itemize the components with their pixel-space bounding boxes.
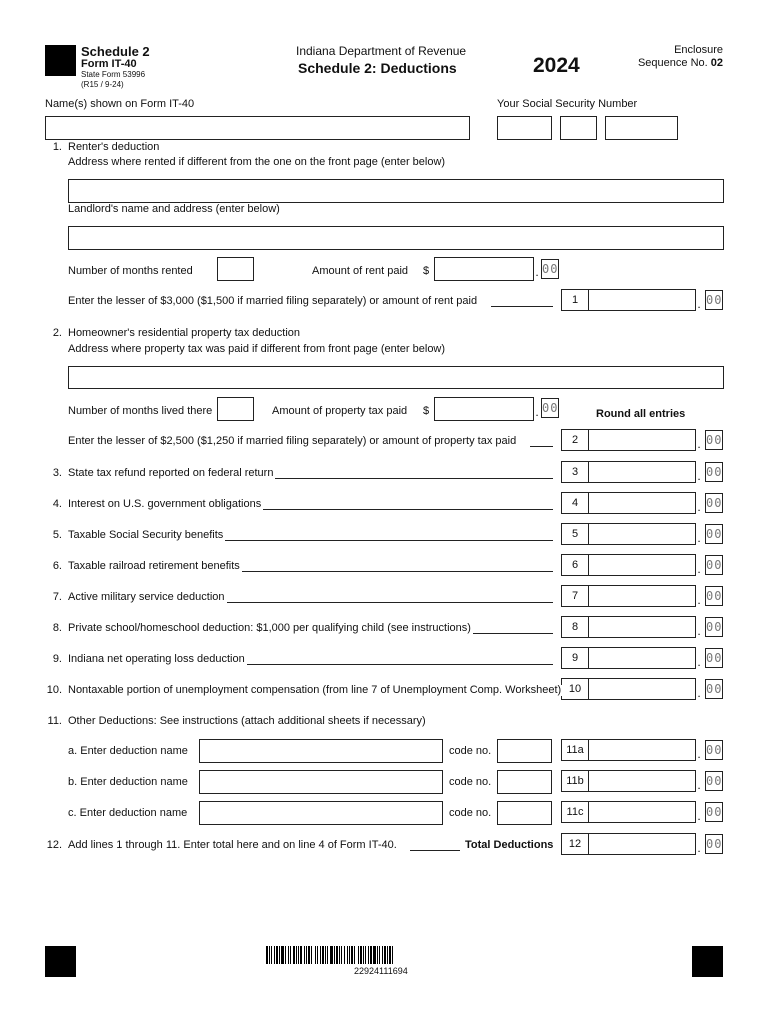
line-11a-cents: 00 [705, 740, 723, 760]
line-4-amount-input[interactable] [588, 492, 696, 514]
barcode-bar [354, 946, 355, 964]
line-10-amount-input[interactable] [588, 678, 696, 700]
line-11c-cents: 00 [705, 802, 723, 822]
barcode-bar [349, 946, 350, 964]
line-11a-label: a. Enter deduction name [68, 745, 188, 757]
barcode-bar [308, 946, 310, 964]
line-11c-code-label: code no. [449, 807, 492, 819]
line-2-address-prompt: Address where property tax was paid if different from front page (enter below) [68, 343, 446, 355]
line-11a-name-input[interactable] [199, 739, 443, 763]
barcode-bar [336, 946, 338, 964]
line-4-cents: 00 [705, 493, 723, 513]
landlord-input[interactable] [68, 226, 724, 250]
line-8-box: 8 [561, 616, 589, 638]
line-5-number: 5. [52, 529, 62, 541]
line-8-amount-input[interactable] [588, 616, 696, 638]
line-4-label: Interest on U.S. government obligations [68, 498, 262, 510]
barcode-bar [317, 946, 318, 964]
barcode-bar [368, 946, 369, 964]
property-tax-dollar-sign: $ [423, 405, 430, 417]
barcode-bar [330, 946, 333, 964]
line-3-cents: 00 [705, 462, 723, 482]
barcode-bar [290, 946, 291, 964]
line-10-decimal-point: . [697, 686, 701, 700]
property-tax-decimal-point: . [535, 405, 539, 419]
months-rented-input[interactable] [217, 257, 254, 281]
barcode-bar [269, 946, 270, 964]
line-9-amount-input[interactable] [588, 647, 696, 669]
state-form-number: State Form 53996 [81, 70, 146, 79]
line-11c-decimal-point: . [697, 809, 701, 823]
line-6-cents: 00 [705, 555, 723, 575]
barcode-bar [266, 946, 268, 964]
line-11b-code-label: code no. [449, 776, 492, 788]
ssn-input-part3[interactable] [605, 116, 678, 140]
line-2-amount-input[interactable] [588, 429, 696, 451]
line-11c-label: c. Enter deduction name [68, 807, 188, 819]
line-12-box: 12 [561, 833, 589, 855]
line-11b-amount-input[interactable] [588, 770, 696, 792]
sequence-number [638, 58, 723, 69]
line-11c-box: 11c [561, 801, 589, 823]
months-lived-input[interactable] [217, 397, 254, 421]
ssn-label: Your Social Security Number [497, 98, 638, 110]
line-7-amount-input[interactable] [588, 585, 696, 607]
line-4-box: 4 [561, 492, 589, 514]
line-12-decimal-point: . [697, 841, 701, 855]
barcode-bar [344, 946, 345, 964]
months-lived-label: Number of months lived there [68, 405, 213, 417]
line-11b-name-input[interactable] [199, 770, 443, 794]
line-2-decimal-point: . [697, 437, 701, 451]
line-2-lesser-label: Enter the lesser of $2,500 ($1,250 if married filing separately) or amount of property tax paid [68, 435, 517, 447]
barcode-bar [392, 946, 393, 964]
line-11b-box: 11b [561, 770, 589, 792]
schedule-title: Schedule 2 [81, 44, 150, 59]
line-8-decimal-point: . [697, 624, 701, 638]
line-10-box: 10 [561, 678, 589, 700]
rent-dollar-sign: $ [423, 265, 430, 277]
barcode-bar [281, 946, 284, 964]
barcode-bar [306, 946, 307, 964]
barcode-bar [370, 946, 372, 964]
line-3-number: 3. [52, 467, 62, 479]
line-2-title: Homeowner's residential property tax deduction [68, 327, 300, 339]
ssn-input-part2[interactable] [560, 116, 597, 140]
line-9-number: 9. [52, 653, 62, 665]
line-7-cents: 00 [705, 586, 723, 606]
months-rented-label: Number of months rented [68, 265, 193, 277]
property-address-input[interactable] [68, 366, 724, 389]
barcode-bar [347, 946, 348, 964]
sequence-value: 02 [710, 57, 723, 69]
barcode-bar [363, 946, 364, 964]
barcode-bar [285, 946, 286, 964]
line-1-lesser-label: Enter the lesser of $3,000 ($1,500 if married filing separately) or amount of rent paid [68, 295, 478, 307]
property-tax-cents: 00 [541, 398, 559, 418]
line-2-leader [530, 446, 553, 447]
barcode-bar [315, 946, 316, 964]
line-12-leader [410, 850, 460, 851]
form-title: Schedule 2: Deductions [298, 60, 457, 76]
barcode-bar [377, 946, 378, 964]
barcode-bar [365, 946, 366, 964]
line-6-box: 6 [561, 554, 589, 576]
line-5-box: 5 [561, 523, 589, 545]
barcode-bar [334, 946, 335, 964]
line-5-amount-input[interactable] [588, 523, 696, 545]
agency-name: Indiana Department of Revenue [296, 44, 467, 58]
line-12-number: 12. [46, 839, 62, 851]
line-4-decimal-point: . [697, 500, 701, 514]
barcode-bar [327, 946, 328, 964]
line-11b-code-input[interactable] [497, 770, 552, 794]
line-11c-code-input[interactable] [497, 801, 552, 825]
barcode-image [266, 946, 502, 964]
barcode-bar [296, 946, 297, 964]
line-12-cents: 00 [705, 834, 723, 854]
barcode-bar [382, 946, 383, 964]
rent-cents: 00 [541, 259, 559, 279]
line-1-number: 1. [52, 141, 62, 153]
line-1-address-prompt: Address where rented if different from the one on the front page (enter below) [68, 156, 446, 168]
line-11a-code-input[interactable] [497, 739, 552, 763]
line-1-decimal-point: . [697, 297, 701, 311]
line-6-number: 6. [52, 560, 62, 572]
line-3-box: 3 [561, 461, 589, 483]
line-11a-amount-input[interactable] [588, 739, 696, 761]
line-6-amount-input[interactable] [588, 554, 696, 576]
rent-paid-label: Amount of rent paid [312, 265, 409, 277]
line-3-amount-input[interactable] [588, 461, 696, 483]
rental-address-input[interactable] [68, 179, 724, 203]
barcode-bar [389, 946, 391, 964]
line-7-label: Active military service deduction [68, 591, 225, 603]
line-7-box: 7 [561, 585, 589, 607]
barcode-bar [288, 946, 289, 964]
registration-mark-bottom-left [45, 946, 76, 977]
barcode-bar [298, 946, 299, 964]
line-1-leader [491, 306, 553, 307]
property-tax-label: Amount of property tax paid [272, 405, 408, 417]
line-1-title: Renter's deduction [68, 141, 160, 153]
barcode-bar [384, 946, 386, 964]
barcode-bar [293, 946, 295, 964]
barcode-bar [387, 946, 388, 964]
line-12-amount-input[interactable] [588, 833, 696, 855]
line-1-cents: 00 [705, 290, 723, 310]
line-1-box: 1 [561, 289, 589, 311]
line-3-decimal-point: . [697, 469, 701, 483]
barcode-bar [325, 946, 326, 964]
line-11b-label: b. Enter deduction name [68, 776, 188, 788]
barcode-bar [276, 946, 278, 964]
line-9-decimal-point: . [697, 655, 701, 669]
barcode-bar [271, 946, 272, 964]
line-10-label: Nontaxable portion of unemployment compensation (from line 7 of Unemployment Comp. Worksheet) [68, 684, 562, 696]
line-1-amount-input[interactable] [588, 289, 696, 311]
barcode-bar [274, 946, 275, 964]
line-2-box: 2 [561, 429, 589, 451]
rent-paid-input[interactable] [434, 257, 534, 281]
line-11a-box: 11a [561, 739, 589, 761]
names-label: Name(s) shown on Form IT-40 [45, 98, 195, 110]
line-6-label: Taxable railroad retirement benefits [68, 560, 240, 572]
barcode-bar [358, 946, 359, 964]
line-5-label: Taxable Social Security benefits [68, 529, 224, 541]
line-11c-amount-input[interactable] [588, 801, 696, 823]
form-id: Form IT-40 [81, 58, 137, 70]
barcode-bar [300, 946, 302, 964]
line-8-label: Private school/homeschool deduction: $1,000 per qualifying child (see instructions) [68, 622, 471, 634]
rent-decimal-point: . [535, 265, 539, 279]
landlord-prompt: Landlord's name and address (enter below) [68, 203, 280, 215]
registration-mark-bottom-right [692, 946, 723, 977]
line-10-cents: 00 [705, 679, 723, 699]
tax-year: 2024 [533, 54, 580, 77]
line-8-number: 8. [52, 622, 62, 634]
line-8-cents: 00 [705, 617, 723, 637]
line-7-number: 7. [52, 591, 62, 603]
line-2-number: 2. [52, 327, 62, 339]
total-deductions-label: Total Deductions [465, 839, 554, 851]
barcode-bar [320, 946, 321, 964]
barcode-bar [339, 946, 340, 964]
line-9-box: 9 [561, 647, 589, 669]
form-revision: (R15 / 9-24) [81, 80, 124, 89]
line-6-decimal-point: . [697, 562, 701, 576]
line-11c-name-input[interactable] [199, 801, 443, 825]
line-7-decimal-point: . [697, 593, 701, 607]
barcode-bar [341, 946, 342, 964]
line-12-label: Add lines 1 through 11. Enter total here and on line 4 of Form IT-40. [68, 839, 397, 851]
barcode-bar [360, 946, 362, 964]
line-2-cents: 00 [705, 430, 723, 450]
line-4-number: 4. [52, 498, 62, 510]
barcode-bar [322, 946, 324, 964]
barcode-bar [373, 946, 376, 964]
barcode-bar [379, 946, 380, 964]
property-tax-input[interactable] [434, 397, 534, 421]
line-11-number: 11. [47, 715, 62, 727]
line-3-label: State tax refund reported on federal return [68, 467, 274, 479]
line-9-label: Indiana net operating loss deduction [68, 653, 245, 665]
line-11-title: Other Deductions: See instructions (attach additional sheets if necessary) [68, 715, 426, 727]
line-5-cents: 00 [705, 524, 723, 544]
round-note: Round all entries [596, 408, 686, 420]
line-11b-decimal-point: . [697, 778, 701, 792]
line-11a-decimal-point: . [697, 747, 701, 761]
barcode-bar [351, 946, 353, 964]
names-input[interactable] [45, 116, 470, 140]
barcode-bar [311, 946, 312, 964]
barcode-bar [279, 946, 280, 964]
barcode-bar [304, 946, 305, 964]
sequence-label: Sequence No. [637, 57, 708, 69]
line-10-number: 10. [46, 684, 62, 696]
line-5-decimal-point: . [697, 531, 701, 545]
line-11a-code-label: code no. [449, 745, 492, 757]
line-11b-cents: 00 [705, 771, 723, 791]
line-9-cents: 00 [705, 648, 723, 668]
barcode-number: 22924111694 [354, 966, 408, 976]
enclosure-label: Enclosure [674, 44, 723, 56]
ssn-input-part1[interactable] [497, 116, 552, 140]
registration-mark-top-left [45, 45, 76, 76]
